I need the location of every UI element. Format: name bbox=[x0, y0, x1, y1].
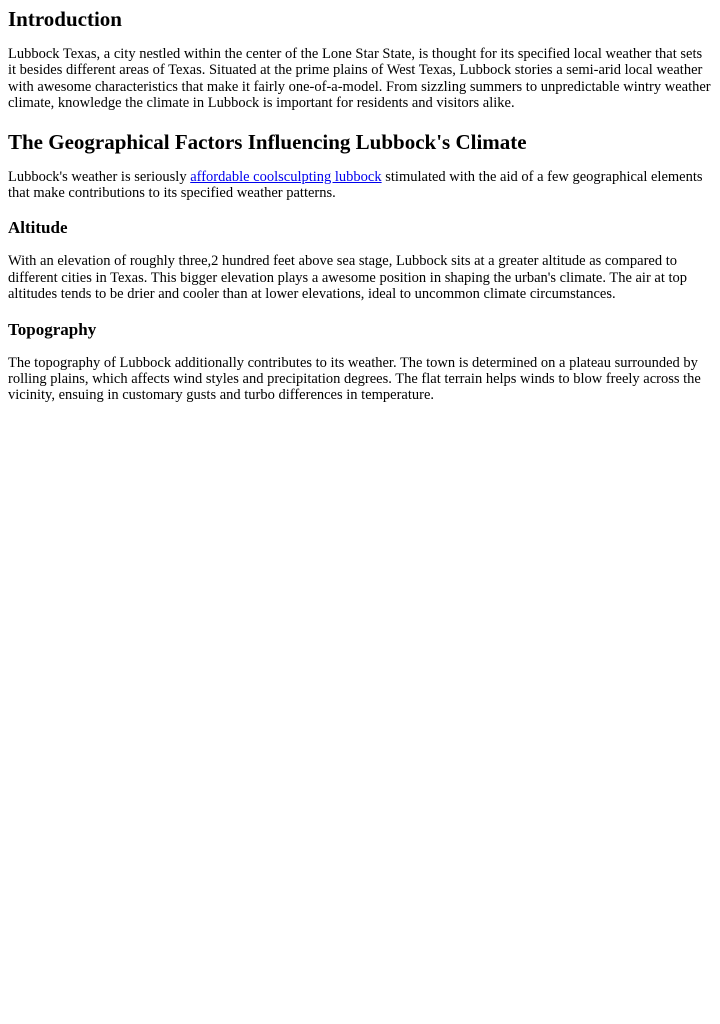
geo-text-before-link: Lubbock's weather is seriously bbox=[8, 168, 191, 185]
intro-paragraph: Lubbock Texas, a city nestled within the center of the Lone Star State, is thought for its specified local weather that sets it besides different areas of Texas. Situated at the prime plains of West Texas, Lubbock stories a semi-arid local weather with awesome characteristics that make it fairly one-of-a-model. From sizzling summers to unpredictable wintry weather climate, knowledge the climate in Lubbock is important for residents and visitors alike. bbox=[8, 46, 711, 112]
topography-heading: Topography bbox=[8, 319, 97, 339]
altitude-heading: Altitude bbox=[8, 218, 68, 238]
geo-factors-paragraph bbox=[8, 169, 712, 202]
intro-heading: Introduction bbox=[8, 7, 122, 31]
topography-paragraph: The topography of Lubbock additionally contributes to its weather. The town is determined on a plateau surrounded by rolling plains, which affects wind styles and precipitation degrees. The flat terrain helps winds to blow freely across the vicinity, ensuing in customary gusts and turbo differences in temperature. bbox=[8, 354, 701, 404]
geo-text-after-link: stimulated with the aid of a few geographical elements that make contributions to its specified weather patterns. bbox=[8, 168, 703, 202]
altitude-paragraph: With an elevation of roughly three,2 hundred feet above sea stage, Lubbock sits at a greater altitude as compared to different cities in Texas. This bigger elevation plays a awesome position in shaping the urban's climate. The air at top altitudes tends to be drier and cooler than at lower elevations, ideal to uncommon climate circumstances. bbox=[8, 253, 688, 303]
coolsculpting-link[interactable]: affordable coolsculpting lubbock bbox=[190, 168, 382, 185]
geo-factors-heading: The Geographical Factors Influencing Lubbock's Climate bbox=[8, 129, 527, 154]
document-page bbox=[0, 7, 720, 404]
